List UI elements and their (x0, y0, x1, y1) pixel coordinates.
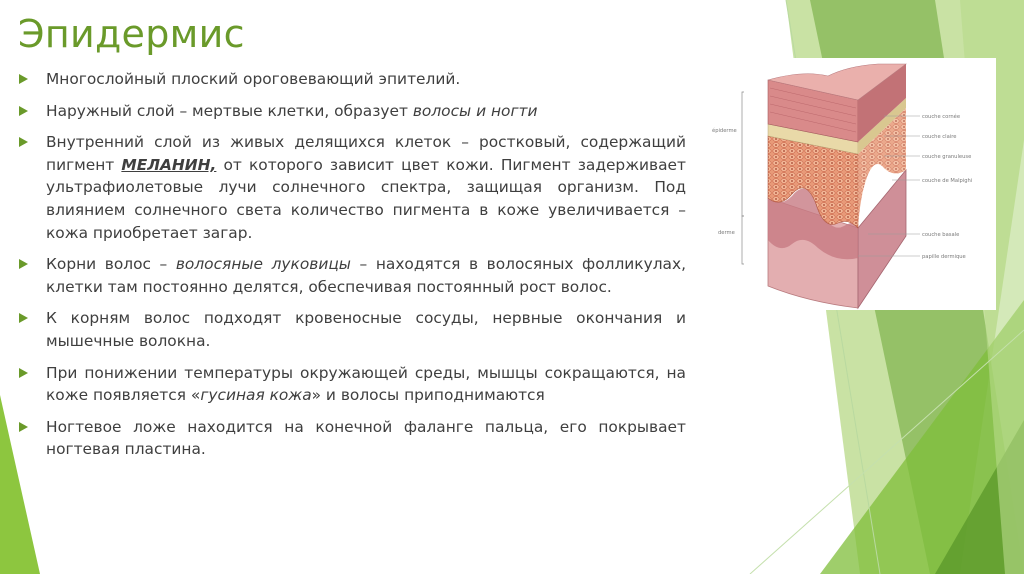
bullet-item (18, 131, 686, 244)
bullet-item (18, 416, 686, 461)
label-epiderme: épiderme (712, 128, 737, 134)
bullet-arrow-icon (19, 368, 28, 378)
bullet-text-segment: Ногтевое ложе находится на конечной фаланге пальца, его покрывает ногтевая пластина. (46, 417, 686, 459)
label-papille-dermique: papille dermique (922, 254, 966, 260)
bullet-arrow-icon (19, 106, 28, 116)
skin-layers-illustration (708, 58, 996, 310)
bullet-arrow-icon (19, 422, 28, 432)
bullet-text-segment: МЕЛАНИН, (121, 155, 217, 174)
bullet-text-segment: Наружный слой – мертвые клетки, образует (46, 101, 413, 120)
bullet-text-segment: гусиная кожа (200, 386, 312, 405)
label-couche-granuleuse: couche granuleuse (922, 154, 972, 160)
bullet-text-segment: волосы и ногти (412, 101, 538, 120)
bullet-text-segment: » и волосы приподнимаются (311, 386, 545, 405)
bullet-text-segment: от которого зависит цвет кожи. Пигмент задерживает ультрафиолетовые лучи солнечного спектра, защищая организм. Под влиянием солнечного света количество пигмента в коже увеличивается – кожа приобретает загар. (46, 155, 686, 242)
bullet-item (18, 307, 686, 352)
label-couche-malpighi: couche de Malpighi (922, 178, 973, 184)
bullet-text-segment: К корням волос подходят кровеносные сосуды, нервные окончания и мышечные волокна. (46, 309, 686, 350)
label-couche-cornee: couche cornée (922, 114, 961, 120)
bullet-text-segment: – находятся в волосяных фолликулах, клетки там постоянно делятся, обеспечивая постоянный рост волос. (46, 255, 686, 296)
label-couche-basale: couche basale (922, 232, 960, 238)
bullet-item (18, 253, 686, 298)
bullet-text-segment: Корни волос – (46, 255, 176, 274)
bullet-arrow-icon (19, 313, 28, 323)
bullet-item (18, 362, 686, 407)
label-couche-claire: couche claire (922, 134, 957, 140)
skin-section-drawing (708, 58, 996, 310)
bullet-item (18, 68, 686, 91)
bullet-text-segment: При понижении температуры окружающей среды, мышцы сокращаются, на коже появляется « (46, 363, 686, 405)
bullet-item (18, 100, 686, 123)
bullet-text-segment: волосяные луковицы (175, 255, 351, 274)
bullet-arrow-icon (19, 259, 28, 269)
bullet-text-segment: Внутренний слой из живых делящихся клеток – ростковый, содержащий пигмент (46, 133, 686, 174)
derme-bracket (742, 216, 744, 264)
bullet-text-segment: Многослойный плоский ороговевающий эпителий. (46, 70, 461, 88)
slide-title: Эпидермис (18, 12, 245, 56)
bullet-arrow-icon (19, 137, 28, 147)
bullet-list (18, 68, 686, 470)
dermis-side (858, 170, 906, 308)
epiderme-bracket (742, 92, 744, 216)
bullet-arrow-icon (19, 74, 28, 84)
label-derme: derme (718, 230, 735, 236)
